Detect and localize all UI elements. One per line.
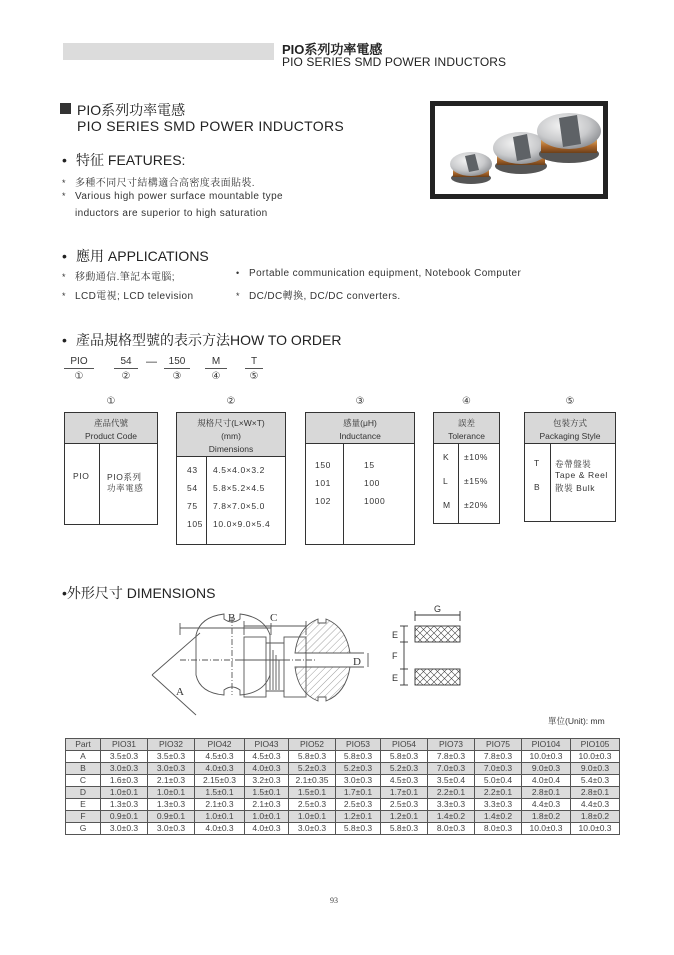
table-row bbox=[66, 811, 620, 823]
value-cell: 5.8±0.3 bbox=[289, 751, 336, 763]
part-cell: D bbox=[66, 787, 101, 799]
dimensions-head bbox=[177, 413, 285, 457]
col-header: Part bbox=[66, 739, 101, 751]
application-text: LCD電視; LCD television bbox=[75, 291, 194, 302]
star-bullet-icon: * bbox=[62, 291, 66, 301]
order-num: ① bbox=[74, 371, 84, 382]
order-num: ⑤ bbox=[249, 371, 259, 382]
order-code: M bbox=[205, 356, 227, 369]
tolerance-code: L bbox=[443, 476, 449, 486]
value-cell: 5.4±0.3 bbox=[571, 775, 620, 787]
part-cell: C bbox=[66, 775, 101, 787]
col-header: PIO43 bbox=[245, 739, 289, 751]
features-heading-text: 特征 FEATURES: bbox=[76, 152, 186, 168]
value-cell: 2.1±0.3 bbox=[245, 799, 289, 811]
label-E: E bbox=[392, 630, 399, 640]
value-cell: 7.8±0.3 bbox=[475, 751, 522, 763]
value-cell: 10.0±0.3 bbox=[522, 751, 571, 763]
applications-heading bbox=[62, 246, 209, 266]
value-cell: 4.4±0.3 bbox=[522, 799, 571, 811]
bullet-icon: • bbox=[62, 248, 67, 264]
part-cell: A bbox=[66, 751, 101, 763]
head-cn: 感量(μH) bbox=[343, 418, 377, 428]
value-cell: 4.0±0.3 bbox=[245, 763, 289, 775]
head-en: Product Code bbox=[85, 431, 137, 441]
order-code: 150 bbox=[164, 356, 190, 369]
inductance-head bbox=[306, 413, 414, 444]
packaging-head bbox=[525, 413, 615, 444]
packaging-desc: 散裝 Bulk bbox=[555, 483, 596, 493]
dimensions-table bbox=[176, 412, 286, 545]
order-code-item bbox=[64, 356, 94, 382]
value-cell: 7.8±0.3 bbox=[428, 751, 475, 763]
tolerance-code: M bbox=[443, 500, 451, 510]
dim-value: 5.8×5.2×4.5 bbox=[213, 483, 265, 493]
value-cell: 8.0±0.3 bbox=[475, 823, 522, 835]
value-cell: 3.0±0.3 bbox=[289, 823, 336, 835]
value-cell: 1.0±0.1 bbox=[148, 787, 195, 799]
value-cell: 5.0±0.4 bbox=[475, 775, 522, 787]
value-cell: 2.2±0.1 bbox=[475, 787, 522, 799]
value-cell: 1.2±0.1 bbox=[336, 811, 381, 823]
value-cell: 5.8±0.3 bbox=[336, 751, 381, 763]
value-cell: 1.7±0.1 bbox=[381, 787, 428, 799]
value-cell: 4.0±0.4 bbox=[522, 775, 571, 787]
product-code-table bbox=[64, 412, 158, 525]
value-cell: 2.5±0.3 bbox=[381, 799, 428, 811]
value-cell: 3.3±0.3 bbox=[475, 799, 522, 811]
dimensions-num: ② bbox=[226, 396, 236, 407]
value-cell: 1.2±0.1 bbox=[381, 811, 428, 823]
dim-value: 4.5×4.0×3.2 bbox=[213, 465, 265, 475]
label-F: F bbox=[392, 651, 398, 661]
tolerance-head bbox=[434, 413, 499, 444]
product-photo bbox=[430, 101, 608, 199]
order-code-item bbox=[114, 356, 138, 382]
value-cell: 2.5±0.3 bbox=[289, 799, 336, 811]
inductance-num: ③ bbox=[355, 396, 365, 407]
value-cell: 1.8±0.2 bbox=[571, 811, 620, 823]
product-code-num: ① bbox=[106, 396, 116, 407]
value-cell: 3.2±0.3 bbox=[245, 775, 289, 787]
value-cell: 3.0±0.3 bbox=[148, 823, 195, 835]
application-item bbox=[236, 268, 521, 279]
table-row bbox=[66, 751, 620, 763]
unit-label: 單位(Unit): mm bbox=[548, 716, 605, 726]
head-cn: 包裝方式 bbox=[552, 418, 587, 428]
applications-heading-text: 應用 APPLICATIONS bbox=[76, 248, 209, 264]
col-header: PIO75 bbox=[475, 739, 522, 751]
col-header: PIO42 bbox=[195, 739, 245, 751]
value-cell: 4.0±0.3 bbox=[195, 823, 245, 835]
application-text: Portable communication equipment, Notebook Computer bbox=[249, 268, 522, 279]
value-cell: 0.9±0.1 bbox=[148, 811, 195, 823]
dim-code: 75 bbox=[187, 501, 198, 511]
value-cell: 1.4±0.2 bbox=[475, 811, 522, 823]
value-cell: 3.5±0.3 bbox=[148, 751, 195, 763]
star-bullet-icon: • bbox=[236, 268, 240, 278]
application-item bbox=[62, 287, 193, 302]
order-code: 54 bbox=[114, 356, 138, 369]
header-title-cn: PIO系列功率電感 bbox=[282, 42, 383, 57]
star-bullet-icon: * bbox=[62, 191, 66, 201]
value-cell: 3.0±0.3 bbox=[101, 823, 148, 835]
inductance-value: 15 bbox=[364, 460, 375, 470]
inductance-code: 102 bbox=[315, 496, 331, 506]
col-header: PIO52 bbox=[289, 739, 336, 751]
table-row bbox=[66, 823, 620, 835]
head-cn: 規格尺寸(L×W×T) bbox=[197, 418, 265, 428]
order-num: ④ bbox=[211, 371, 221, 382]
feature-text: Various high power surface mountable type bbox=[75, 191, 283, 202]
inductance-value: 100 bbox=[364, 478, 380, 488]
star-bullet-icon: * bbox=[62, 272, 66, 282]
packaging-code: B bbox=[534, 482, 541, 492]
feature-text: 多種不同尺寸結構適合高密度表面貼裝. bbox=[75, 178, 255, 189]
order-num: ② bbox=[121, 371, 131, 382]
value-cell: 3.0±0.3 bbox=[101, 763, 148, 775]
application-item bbox=[236, 287, 401, 302]
packaging-desc: 卷帶盤裝 bbox=[555, 459, 592, 469]
col-header: PIO53 bbox=[336, 739, 381, 751]
bullet-icon: • bbox=[62, 332, 67, 348]
value-cell: 2.8±0.1 bbox=[522, 787, 571, 799]
feature-item bbox=[62, 174, 255, 189]
section-title-en: PIO SERIES SMD POWER INDUCTORS bbox=[77, 118, 344, 134]
star-bullet-icon: * bbox=[62, 178, 66, 188]
value-cell: 7.0±0.3 bbox=[428, 763, 475, 775]
head-cn: 誤差 bbox=[457, 418, 475, 428]
packaging-table bbox=[524, 412, 616, 522]
star-bullet-icon: * bbox=[236, 291, 240, 301]
value-cell: 8.0±0.3 bbox=[428, 823, 475, 835]
application-text: DC/DC轉換, DC/DC converters. bbox=[249, 291, 401, 302]
part-cell: E bbox=[66, 799, 101, 811]
header-bar bbox=[63, 43, 274, 60]
value-cell: 2.2±0.1 bbox=[428, 787, 475, 799]
features-heading bbox=[62, 150, 185, 170]
header-title-en: PIO SERIES SMD POWER INDUCTORS bbox=[282, 55, 507, 69]
inductance-value: 1000 bbox=[364, 496, 386, 506]
how-to-order-heading bbox=[62, 330, 342, 350]
value-cell: 1.3±0.3 bbox=[101, 799, 148, 811]
value-cell: 1.6±0.3 bbox=[101, 775, 148, 787]
value-cell: 0.9±0.1 bbox=[101, 811, 148, 823]
value-cell: 1.3±0.3 bbox=[148, 799, 195, 811]
dimension-drawing bbox=[140, 605, 480, 717]
value-cell: 4.5±0.3 bbox=[195, 751, 245, 763]
inductance-code: 150 bbox=[315, 460, 331, 470]
table-row bbox=[66, 763, 620, 775]
value-cell: 4.4±0.3 bbox=[571, 799, 620, 811]
value-cell: 3.3±0.3 bbox=[428, 799, 475, 811]
value-cell: 1.0±0.1 bbox=[195, 811, 245, 823]
order-code: PIO bbox=[64, 356, 94, 369]
label-A: A bbox=[176, 686, 184, 698]
packaging-desc: Tape & Reel bbox=[555, 470, 608, 480]
part-cell: F bbox=[66, 811, 101, 823]
feature-item-cont: inductors are superior to high saturation bbox=[75, 208, 268, 219]
product-code-body bbox=[65, 444, 157, 524]
tolerance-code: K bbox=[443, 452, 450, 462]
value-cell: 1.7±0.1 bbox=[336, 787, 381, 799]
application-text: 移動通信.筆記本電腦; bbox=[75, 272, 175, 283]
bullet-icon: • bbox=[62, 585, 67, 601]
value-cell: 2.1±0.3 bbox=[195, 799, 245, 811]
value-cell: 4.5±0.3 bbox=[381, 775, 428, 787]
tolerance-value: ±10% bbox=[464, 452, 489, 462]
inductors-image-icon bbox=[435, 106, 603, 194]
col-header: PIO32 bbox=[148, 739, 195, 751]
order-code-item bbox=[164, 356, 190, 382]
dim-code: 54 bbox=[187, 483, 198, 493]
value-cell: 1.5±0.1 bbox=[289, 787, 336, 799]
col-header: PIO54 bbox=[381, 739, 428, 751]
inductance-code: 101 bbox=[315, 478, 331, 488]
section-title-cn: PIO系列功率電感 bbox=[77, 102, 186, 118]
value-cell: 3.0±0.3 bbox=[148, 763, 195, 775]
application-item bbox=[62, 268, 175, 283]
order-code-item bbox=[205, 356, 227, 382]
head-en: Dimensions bbox=[208, 444, 254, 454]
packaging-num: ⑤ bbox=[565, 396, 575, 407]
value-cell: 3.0±0.3 bbox=[336, 775, 381, 787]
dim-code: 43 bbox=[187, 465, 198, 475]
product-code-desc: PIO系列 bbox=[107, 472, 142, 482]
tolerance-value: ±15% bbox=[464, 476, 489, 486]
dimensions-heading-text: 外形尺寸 DIMENSIONS bbox=[66, 585, 216, 601]
value-cell: 9.0±0.3 bbox=[522, 763, 571, 775]
packaging-code: T bbox=[534, 458, 540, 468]
order-dash: — bbox=[146, 356, 157, 368]
value-cell: 4.0±0.3 bbox=[245, 823, 289, 835]
value-cell: 7.0±0.3 bbox=[475, 763, 522, 775]
head-en: Inductance bbox=[339, 431, 381, 441]
inductance-body bbox=[306, 444, 414, 544]
how-to-order-heading-text: 產品規格型號的表示方法HOW TO ORDER bbox=[76, 332, 342, 348]
value-cell: 3.5±0.4 bbox=[428, 775, 475, 787]
col-header: PIO73 bbox=[428, 739, 475, 751]
value-cell: 4.5±0.3 bbox=[245, 751, 289, 763]
dim-code: 105 bbox=[187, 519, 203, 529]
label-G: G bbox=[434, 605, 442, 614]
value-cell: 1.8±0.2 bbox=[522, 811, 571, 823]
value-cell: 2.5±0.3 bbox=[336, 799, 381, 811]
feature-item bbox=[62, 191, 283, 202]
head-en: Packaging Style bbox=[539, 431, 601, 441]
page-number: 93 bbox=[330, 896, 338, 905]
value-cell: 2.1±0.35 bbox=[289, 775, 336, 787]
label-B: B bbox=[228, 612, 236, 624]
inductance-table bbox=[305, 412, 415, 545]
head-en: Tolerance bbox=[448, 431, 485, 441]
value-cell: 5.2±0.3 bbox=[381, 763, 428, 775]
value-cell: 4.0±0.3 bbox=[195, 763, 245, 775]
table-header-row bbox=[66, 739, 620, 751]
product-code-value: PIO bbox=[73, 471, 90, 481]
table-row bbox=[66, 787, 620, 799]
dimensions-spec-table bbox=[65, 738, 620, 835]
value-cell: 1.4±0.2 bbox=[428, 811, 475, 823]
col-header: PIO105 bbox=[571, 739, 620, 751]
tolerance-num: ④ bbox=[462, 396, 471, 407]
dim-value: 10.0×9.0×5.4 bbox=[213, 519, 271, 529]
table-row bbox=[66, 775, 620, 787]
value-cell: 1.0±0.1 bbox=[245, 811, 289, 823]
value-cell: 1.5±0.1 bbox=[245, 787, 289, 799]
value-cell: 5.8±0.3 bbox=[381, 823, 428, 835]
packaging-body bbox=[525, 444, 615, 521]
head-cn: 產品代號 bbox=[93, 418, 128, 428]
col-header: PIO31 bbox=[101, 739, 148, 751]
value-cell: 9.0±0.3 bbox=[571, 763, 620, 775]
value-cell: 2.15±0.3 bbox=[195, 775, 245, 787]
value-cell: 2.8±0.1 bbox=[571, 787, 620, 799]
order-code-item bbox=[245, 356, 263, 382]
part-cell: G bbox=[66, 823, 101, 835]
label-E: E bbox=[392, 673, 399, 683]
value-cell: 3.5±0.3 bbox=[101, 751, 148, 763]
bullet-icon: • bbox=[62, 152, 67, 168]
tolerance-table bbox=[433, 412, 500, 524]
value-cell: 2.1±0.3 bbox=[148, 775, 195, 787]
head-mm: (mm) bbox=[221, 431, 241, 441]
value-cell: 1.5±0.1 bbox=[195, 787, 245, 799]
value-cell: 1.0±0.1 bbox=[289, 811, 336, 823]
dimensions-heading bbox=[62, 583, 215, 603]
value-cell: 10.0±0.3 bbox=[571, 823, 620, 835]
section-square-icon bbox=[60, 103, 71, 114]
value-cell: 10.0±0.3 bbox=[571, 751, 620, 763]
col-header: PIO104 bbox=[522, 739, 571, 751]
product-code-desc: 功率電感 bbox=[107, 483, 144, 493]
order-code: T bbox=[245, 356, 263, 369]
value-cell: 1.0±0.1 bbox=[101, 787, 148, 799]
dim-value: 7.8×7.0×5.0 bbox=[213, 501, 265, 511]
label-C: C bbox=[270, 612, 278, 624]
label-D: D bbox=[353, 656, 361, 668]
value-cell: 10.0±0.3 bbox=[522, 823, 571, 835]
value-cell: 5.2±0.3 bbox=[289, 763, 336, 775]
order-num: ③ bbox=[172, 371, 182, 382]
tolerance-value: ±20% bbox=[464, 500, 489, 510]
table-row bbox=[66, 799, 620, 811]
dimensions-body bbox=[177, 457, 285, 544]
part-cell: B bbox=[66, 763, 101, 775]
value-cell: 5.8±0.3 bbox=[336, 823, 381, 835]
tolerance-body bbox=[434, 444, 499, 523]
value-cell: 5.2±0.3 bbox=[336, 763, 381, 775]
product-code-head bbox=[65, 413, 157, 444]
value-cell: 5.8±0.3 bbox=[381, 751, 428, 763]
